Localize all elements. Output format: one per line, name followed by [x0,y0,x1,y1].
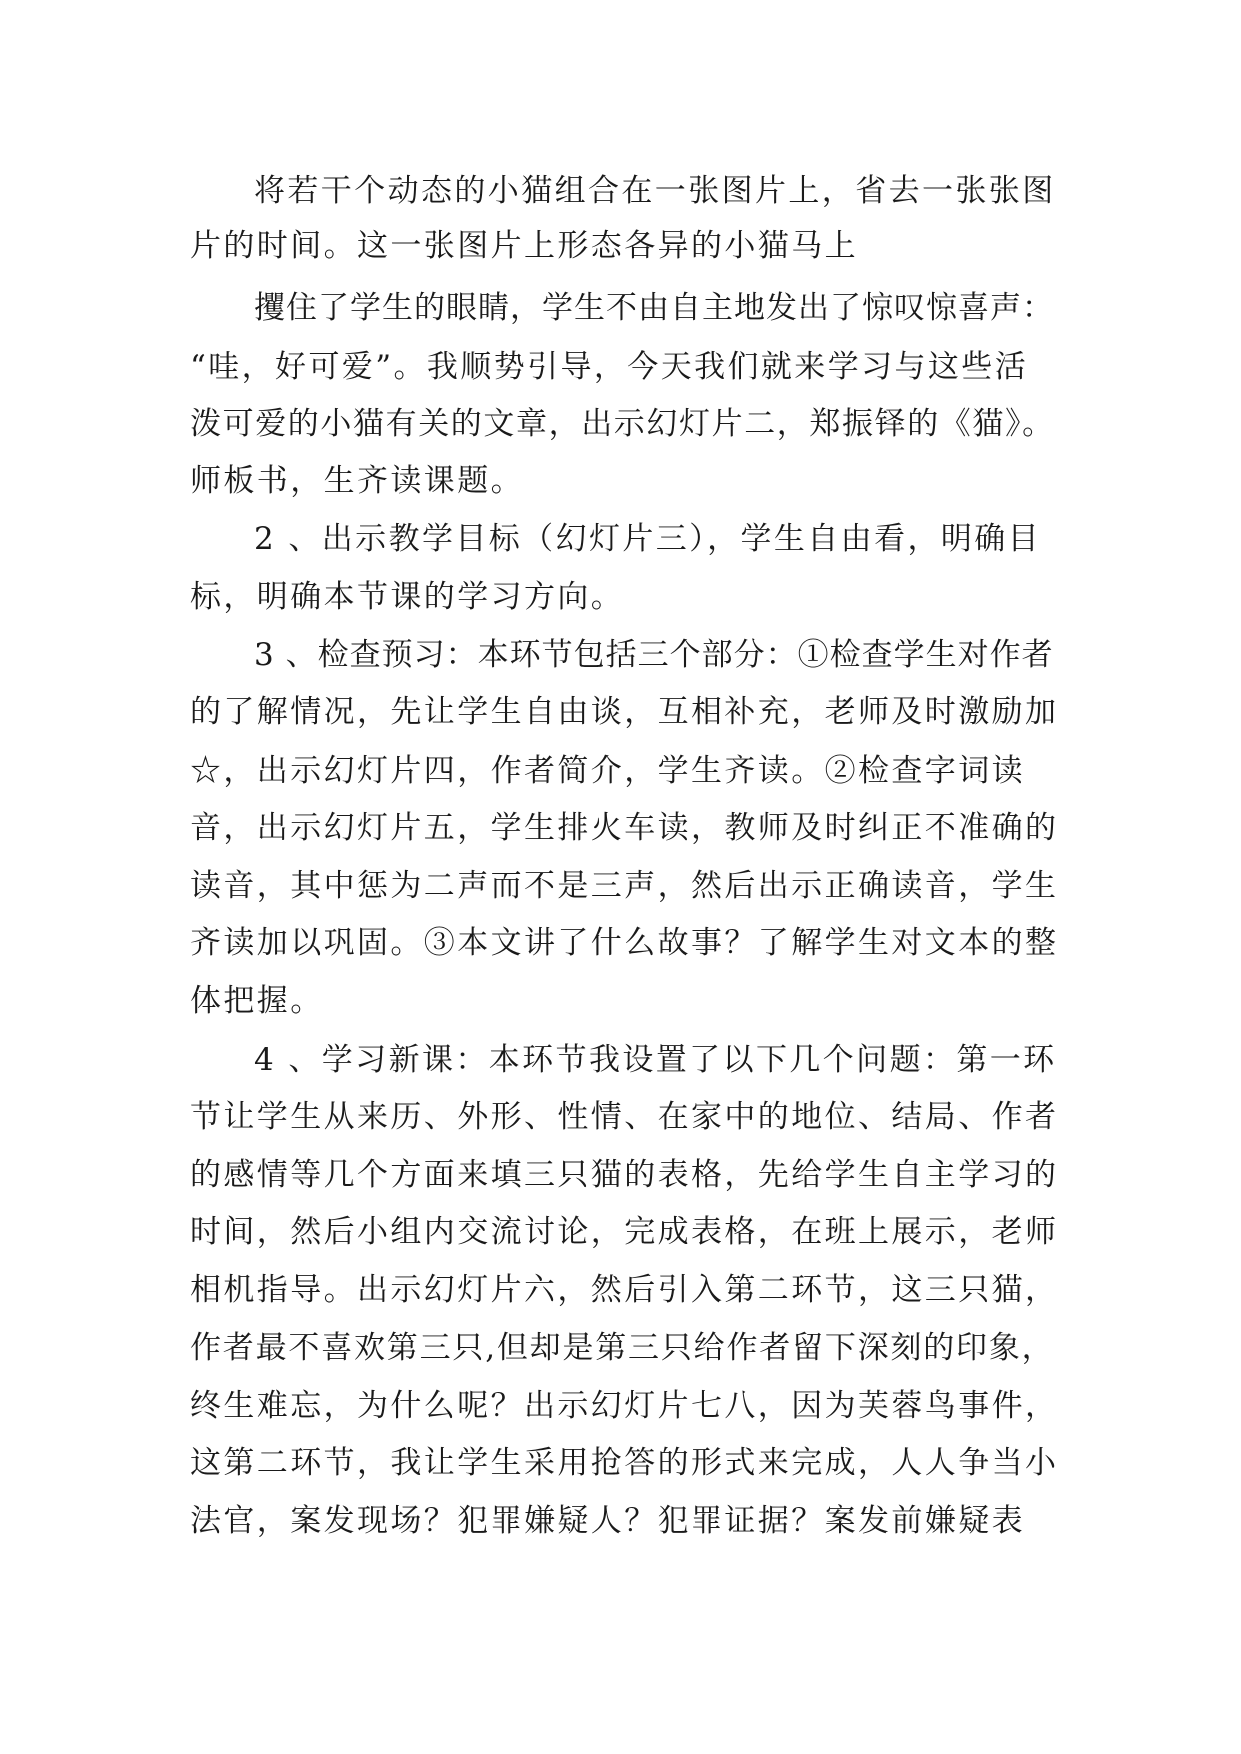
text-line: 终生难忘，为什么呢？出示幻灯片七八，因为芙蓉鸟事件， [190,1388,1059,1424]
text-line: 体把握。 [190,983,324,1019]
text-line: 音，出示幻灯片五，学生排火车读，教师及时纠正不准确的 [190,810,1059,846]
text-line: 3 、检查预习：本环节包括三个部分：①检查学生对作者 [254,637,1054,673]
text-line: “哇，好可爱”。我顺势引导，今天我们就来学习与这些活 [190,349,1029,385]
text-line: ☆，出示幻灯片四，作者简介，学生齐读。②检查字词读 [190,753,1025,789]
text-line: 片的时间。这一张图片上形态各异的小猫马上 [190,228,858,264]
text-line: 将若干个动态的小猫组合在一张图片上，省去一张张图 [254,173,1056,209]
text-line: 相机指导。出示幻灯片六，然后引入第二环节，这三只猫， [190,1272,1059,1308]
text-line: 的了解情况，先让学生自由谈，互相补充，老师及时激励加 [190,694,1059,730]
text-line: 时间，然后小组内交流讨论，完成表格，在班上展示，老师 [190,1214,1059,1250]
text-line: 2 、出示教学目标（幻灯片三），学生自由看，明确目 [254,521,1042,557]
text-line: 作者最不喜欢第三只,但却是第三只给作者留下深刻的印象， [190,1330,1055,1366]
text-line: 师板书，生齐读课题。 [190,463,524,499]
text-line: 法官，案发现场？犯罪嫌疑人？犯罪证据？案发前嫌疑表 [190,1503,1025,1539]
text-line: 齐读加以巩固。③本文讲了什么故事？了解学生对文本的整 [190,925,1059,961]
text-line: 标，明确本节课的学习方向。 [190,579,625,615]
text-line: 泼可爱的小猫有关的文章，出示幻灯片二，郑振铎的《猫》。 [190,406,1055,442]
text-line: 节让学生从来历、外形、性情、在家中的地位、结局、作者 [190,1099,1059,1135]
text-line: 攫住了学生的眼睛，学生不由自主地发出了惊叹惊喜声： [254,290,1054,326]
text-line: 这第二环节，我让学生采用抢答的形式来完成，人人争当小 [190,1445,1059,1481]
text-line: 的感情等几个方面来填三只猫的表格，先给学生自主学习的 [190,1157,1059,1193]
text-line: 读音，其中惩为二声而不是三声，然后出示正确读音，学生 [190,868,1059,904]
text-line: 4 、学习新课：本环节我设置了以下几个问题：第一环 [254,1042,1057,1078]
